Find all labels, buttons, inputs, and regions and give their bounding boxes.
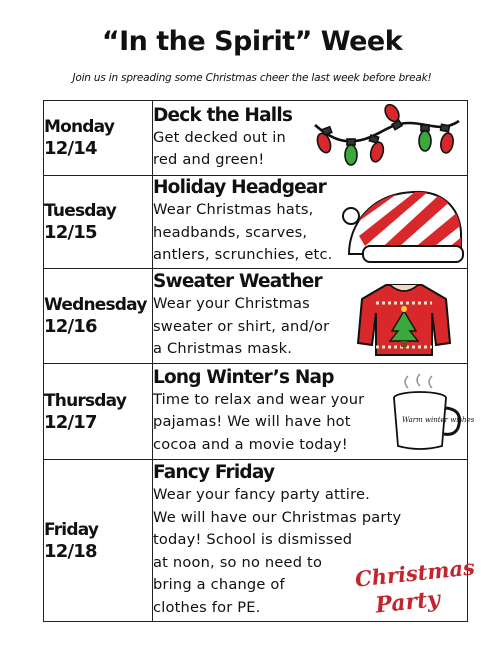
desc-line: cocoa and a movie today! <box>153 435 348 453</box>
schedule-row-monday <box>44 101 468 176</box>
desc-line: a Christmas mask. <box>153 340 293 358</box>
christmas-lights-icon <box>313 109 463 171</box>
schedule-row-wednesday <box>44 269 468 364</box>
cocoa-mug-icon <box>388 370 475 454</box>
schedule-table <box>43 100 476 622</box>
desc-line: bring a change of <box>153 576 285 593</box>
santa-hat-icon <box>341 184 465 266</box>
christmas-party-logo <box>351 554 476 619</box>
desc-cell <box>153 176 468 269</box>
day-cell <box>44 269 153 364</box>
desc-line: clothes for PE. <box>153 598 261 616</box>
desc-line: red and green! <box>153 151 265 168</box>
theme-title: Fancy Friday <box>153 462 275 483</box>
desc-cell <box>153 460 476 622</box>
desc-line: antlers, scrunchies, etc. <box>153 246 333 264</box>
day-date: 12/16 <box>44 316 97 337</box>
svg-text:Party: Party <box>374 586 442 619</box>
schedule-row-thursday <box>44 364 468 460</box>
desc-line: sweater or shirt, and/or <box>153 317 330 335</box>
day-name: Tuesday <box>44 201 117 221</box>
theme-title: Long Winter’s Nap <box>153 366 334 388</box>
day-cell <box>44 364 153 460</box>
theme-title: Holiday Headgear <box>153 177 326 199</box>
desc-line: Wear your Christmas <box>153 295 310 313</box>
desc-line: Wear Christmas hats, <box>153 201 314 219</box>
desc-line: We will have our Christmas party <box>153 508 402 526</box>
mug-text: Warm winter wishes <box>402 416 475 424</box>
page-subtitle: Join us in spreading some Christmas cheer the last week before break! <box>72 72 432 84</box>
desc-line: Wear your fancy party attire. <box>153 486 370 503</box>
day-name: Monday <box>44 117 115 137</box>
desc-line: Get decked out in <box>153 128 286 146</box>
day-cell <box>44 460 153 622</box>
desc-line: at noon, so no need to <box>153 553 323 571</box>
svg-text:Christmas: Christmas <box>353 554 476 592</box>
schedule-row-tuesday <box>44 176 468 269</box>
day-date: 12/17 <box>44 411 97 433</box>
desc-line: today! School is dismissed <box>153 531 353 548</box>
page-title: “In the Spirit” Week <box>101 26 403 57</box>
day-cell <box>44 176 153 269</box>
day-cell <box>44 101 153 176</box>
desc-cell <box>153 101 468 176</box>
desc-cell <box>153 364 475 460</box>
schedule-row-friday <box>44 460 468 622</box>
day-date: 12/15 <box>44 222 97 243</box>
theme-title: Sweater Weather <box>153 271 322 293</box>
desc-cell <box>153 269 468 364</box>
day-date: 12/18 <box>44 540 97 562</box>
desc-line: headbands, scarves, <box>153 223 308 241</box>
day-name: Wednesday <box>44 295 147 315</box>
desc-line: Time to relax and wear your <box>153 390 365 408</box>
desc-line: pajamas! We will have hot <box>153 413 351 431</box>
day-name: Thursday <box>44 390 127 411</box>
day-date: 12/14 <box>44 138 97 159</box>
theme-title: Deck the Halls <box>153 104 293 126</box>
day-name: Friday <box>44 519 99 540</box>
christmas-sweater-icon <box>356 279 452 359</box>
